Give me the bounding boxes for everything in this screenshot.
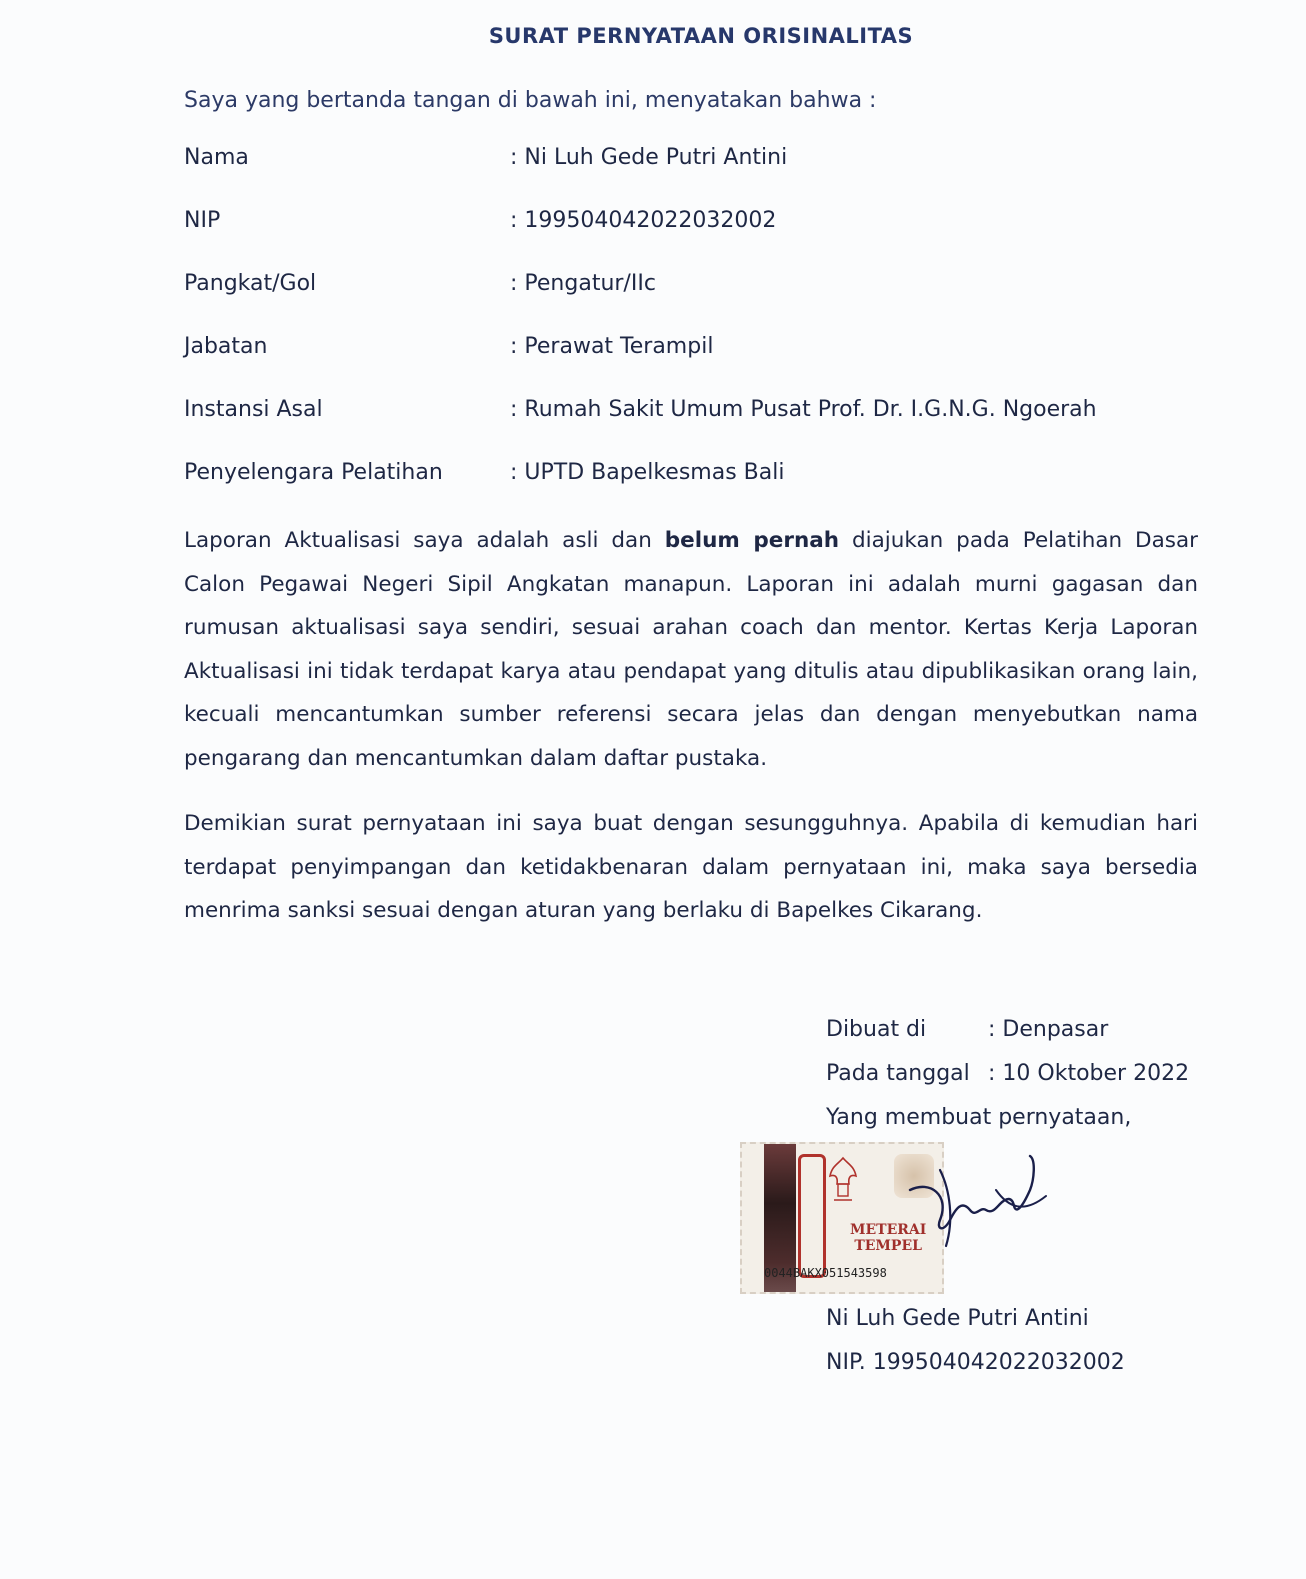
stamp-serial-number: 0044BAKX051543598 bbox=[764, 1266, 887, 1280]
identity-label: Jabatan bbox=[184, 334, 268, 359]
date-row bbox=[826, 1061, 1189, 1105]
stamp-value-mark bbox=[798, 1154, 826, 1278]
stamp-line: METERAI bbox=[850, 1222, 927, 1238]
identity-value: : Rumah Sakit Umum Pusat Prof. Dr. I.G.N.G. Ngoerah bbox=[510, 397, 1097, 422]
stamp-line: TEMPEL bbox=[854, 1238, 922, 1254]
identity-label: Nama bbox=[184, 145, 249, 170]
identity-value: : Pengatur/IIc bbox=[510, 271, 656, 296]
identity-value: : Perawat Terampil bbox=[510, 334, 714, 359]
handwritten-signature bbox=[900, 1150, 1050, 1264]
identity-label: Instansi Asal bbox=[184, 397, 323, 422]
garuda-emblem-icon bbox=[828, 1154, 858, 1214]
signer-nip: NIP. 199504042022032002 bbox=[826, 1350, 1125, 1375]
date-label: Pada tanggal bbox=[826, 1061, 970, 1086]
paragraph-text: diajukan pada Pelatihan Dasar Calon Pegawai Negeri Sipil Angkatan manapun. Laporan ini adalah murni gagasan dan rumusan aktualisasi saya sendiri, sesuai arahan coach dan mentor. Kertas Kerja Laporan Aktualisasi ini tidak terdapat karya atau pendapat yang ditulis atau dipublikasikan orang lain, kecuali mencantumkan sumber referensi secara jelas dan dengan menyebutkan nama pengarang dan mencantumkan dalam daftar pustaka. bbox=[184, 528, 1199, 771]
statement-paragraph-2: Demikian surat pernyataan ini saya buat dengan sesungguhnya. Apabila di kemudian hari terdapat penyimpangan dan ketidakbenaran dalam pernyataan ini, maka saya bersedia menrima sanksi sesuai dengan aturan yang berlaku di Bapelkes Cikarang. bbox=[184, 811, 1198, 923]
signature-details bbox=[826, 1017, 1189, 1149]
identity-row-nip bbox=[184, 208, 1097, 271]
identity-label: Pangkat/Gol bbox=[184, 271, 317, 296]
statement-paragraph-1 bbox=[184, 519, 1198, 780]
identity-row-penyelenggara bbox=[184, 460, 1097, 523]
date-value: : 10 Oktober 2022 bbox=[988, 1061, 1190, 1086]
identity-value: : UPTD Bapelkesmas Bali bbox=[510, 460, 785, 485]
place-row bbox=[826, 1017, 1189, 1061]
paragraph-text: Laporan Aktualisasi saya adalah asli dan bbox=[184, 528, 665, 553]
identity-value: : Ni Luh Gede Putri Antini bbox=[510, 145, 788, 170]
place-label: Dibuat di bbox=[826, 1017, 927, 1042]
signer-info bbox=[826, 1306, 1125, 1394]
identity-row-pangkat bbox=[184, 271, 1097, 334]
intro-statement: Saya yang bertanda tangan di bawah ini, menyatakan bahwa : bbox=[184, 88, 877, 113]
identity-label: NIP bbox=[184, 208, 221, 233]
closing-text: Yang membuat pernyataan, bbox=[826, 1105, 1132, 1130]
signer-name: Ni Luh Gede Putri Antini bbox=[826, 1306, 1089, 1331]
identity-label: Penyelengara Pelatihan bbox=[184, 460, 443, 485]
identity-row-jabatan bbox=[184, 334, 1097, 397]
document-title: SURAT PERNYATAAN ORISINALITAS bbox=[488, 24, 914, 48]
identity-table bbox=[184, 145, 1097, 523]
place-value: : Denpasar bbox=[988, 1017, 1109, 1042]
emphasis-text: belum pernah bbox=[664, 528, 840, 553]
identity-row-instansi bbox=[184, 397, 1097, 460]
identity-row-nama bbox=[184, 145, 1097, 208]
identity-value: : 199504042022032002 bbox=[510, 208, 777, 233]
